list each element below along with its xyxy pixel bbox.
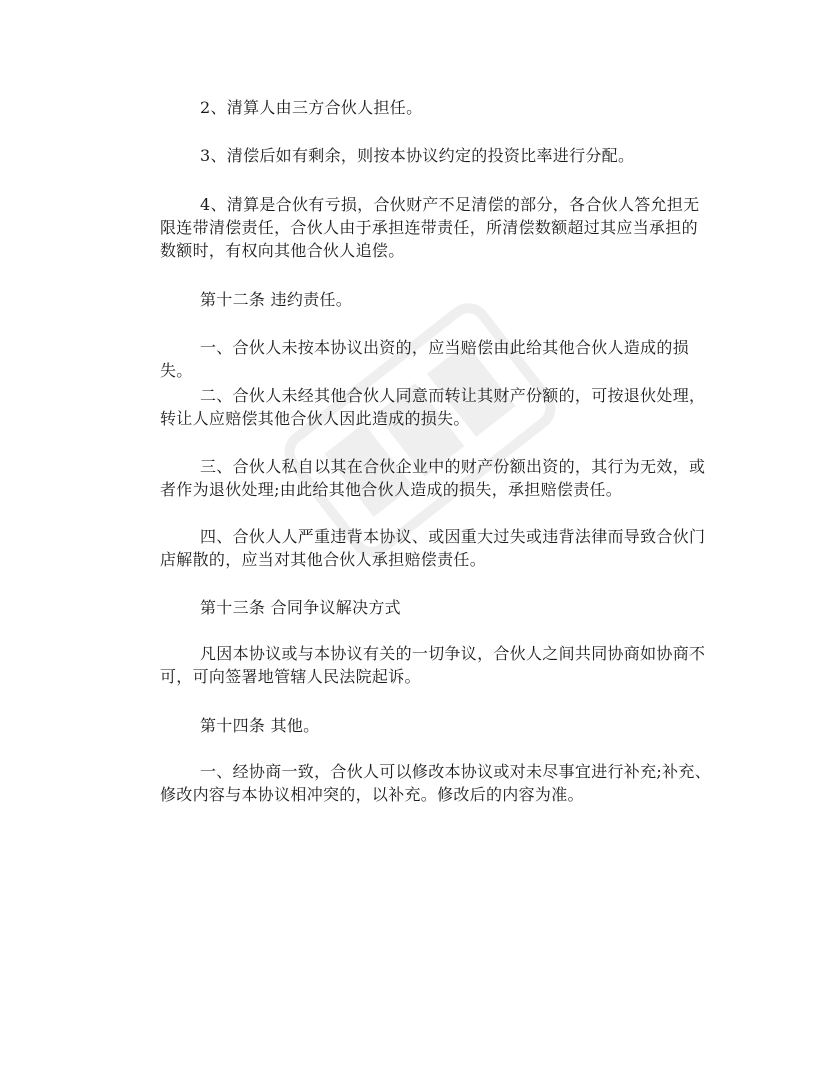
text-line: 可，可向签署地管辖人民法院起诉。 xyxy=(160,667,421,686)
text-line: 修改内容与本协议相冲突的，以补充。修改后的内容为准。 xyxy=(160,785,584,804)
section-heading xyxy=(120,714,320,737)
text-line: 4、清算是合伙有亏损，合伙财产不足清偿的部分，各合伙人答允担无 xyxy=(200,195,700,214)
text-line: 第十二条 违约责任。 xyxy=(200,290,353,309)
text-line: 转让人应赔偿其他合伙人因此造成的损失。 xyxy=(160,409,470,428)
text-line: 第十四条 其他。 xyxy=(200,716,320,735)
paragraph xyxy=(120,455,705,501)
text-line: 者作为退伙处理;由此给其他合伙人造成的损失，承担赔偿责任。 xyxy=(160,480,623,499)
section-heading xyxy=(120,596,401,619)
paragraph xyxy=(120,384,705,430)
paragraph xyxy=(120,642,705,688)
text-line: 凡因本协议或与本协议有关的一切争议，合伙人之间共同协商如协商不 xyxy=(200,644,706,663)
text-line: 3、清偿后如有剩余，则按本协议约定的投资比率进行分配。 xyxy=(200,146,635,165)
paragraph xyxy=(120,336,720,382)
text-line: 一、经协商一致，合伙人可以修改本协议或对未尽事宜进行补充;补充、 xyxy=(200,762,711,781)
paragraph xyxy=(120,193,699,262)
paragraph xyxy=(120,760,711,806)
section-heading xyxy=(120,288,352,311)
text-line: 限连带清偿责任，合伙人由于承担连带责任，所清偿数额超过其应当承担的 xyxy=(160,218,698,237)
text-line: 四、合伙人人严重违背本协议、或因重大过失或违背法律而导致合伙门 xyxy=(200,527,706,546)
paragraph xyxy=(120,525,705,571)
text-line: 二、合伙人未经其他合伙人同意而转让其财产份额的，可按退伙处理， xyxy=(200,386,706,405)
text-line: 数额时，有权向其他合伙人追偿。 xyxy=(160,241,405,260)
paragraph xyxy=(120,96,422,119)
text-line: 第十三条 合同争议解决方式 xyxy=(200,598,401,617)
text-line: 一、合伙人未按本协议出资的，应当赔偿由此给其他合伙人造成的损失。 xyxy=(160,338,690,380)
text-line: 2、清算人由三方合伙人担任。 xyxy=(200,98,423,117)
text-line: 店解散的，应当对其他合伙人承担赔偿责任。 xyxy=(160,550,487,569)
paragraph xyxy=(120,144,634,167)
text-line: 三、合伙人私自以其在合伙企业中的财产份额出资的，其行为无效，或 xyxy=(200,457,706,476)
